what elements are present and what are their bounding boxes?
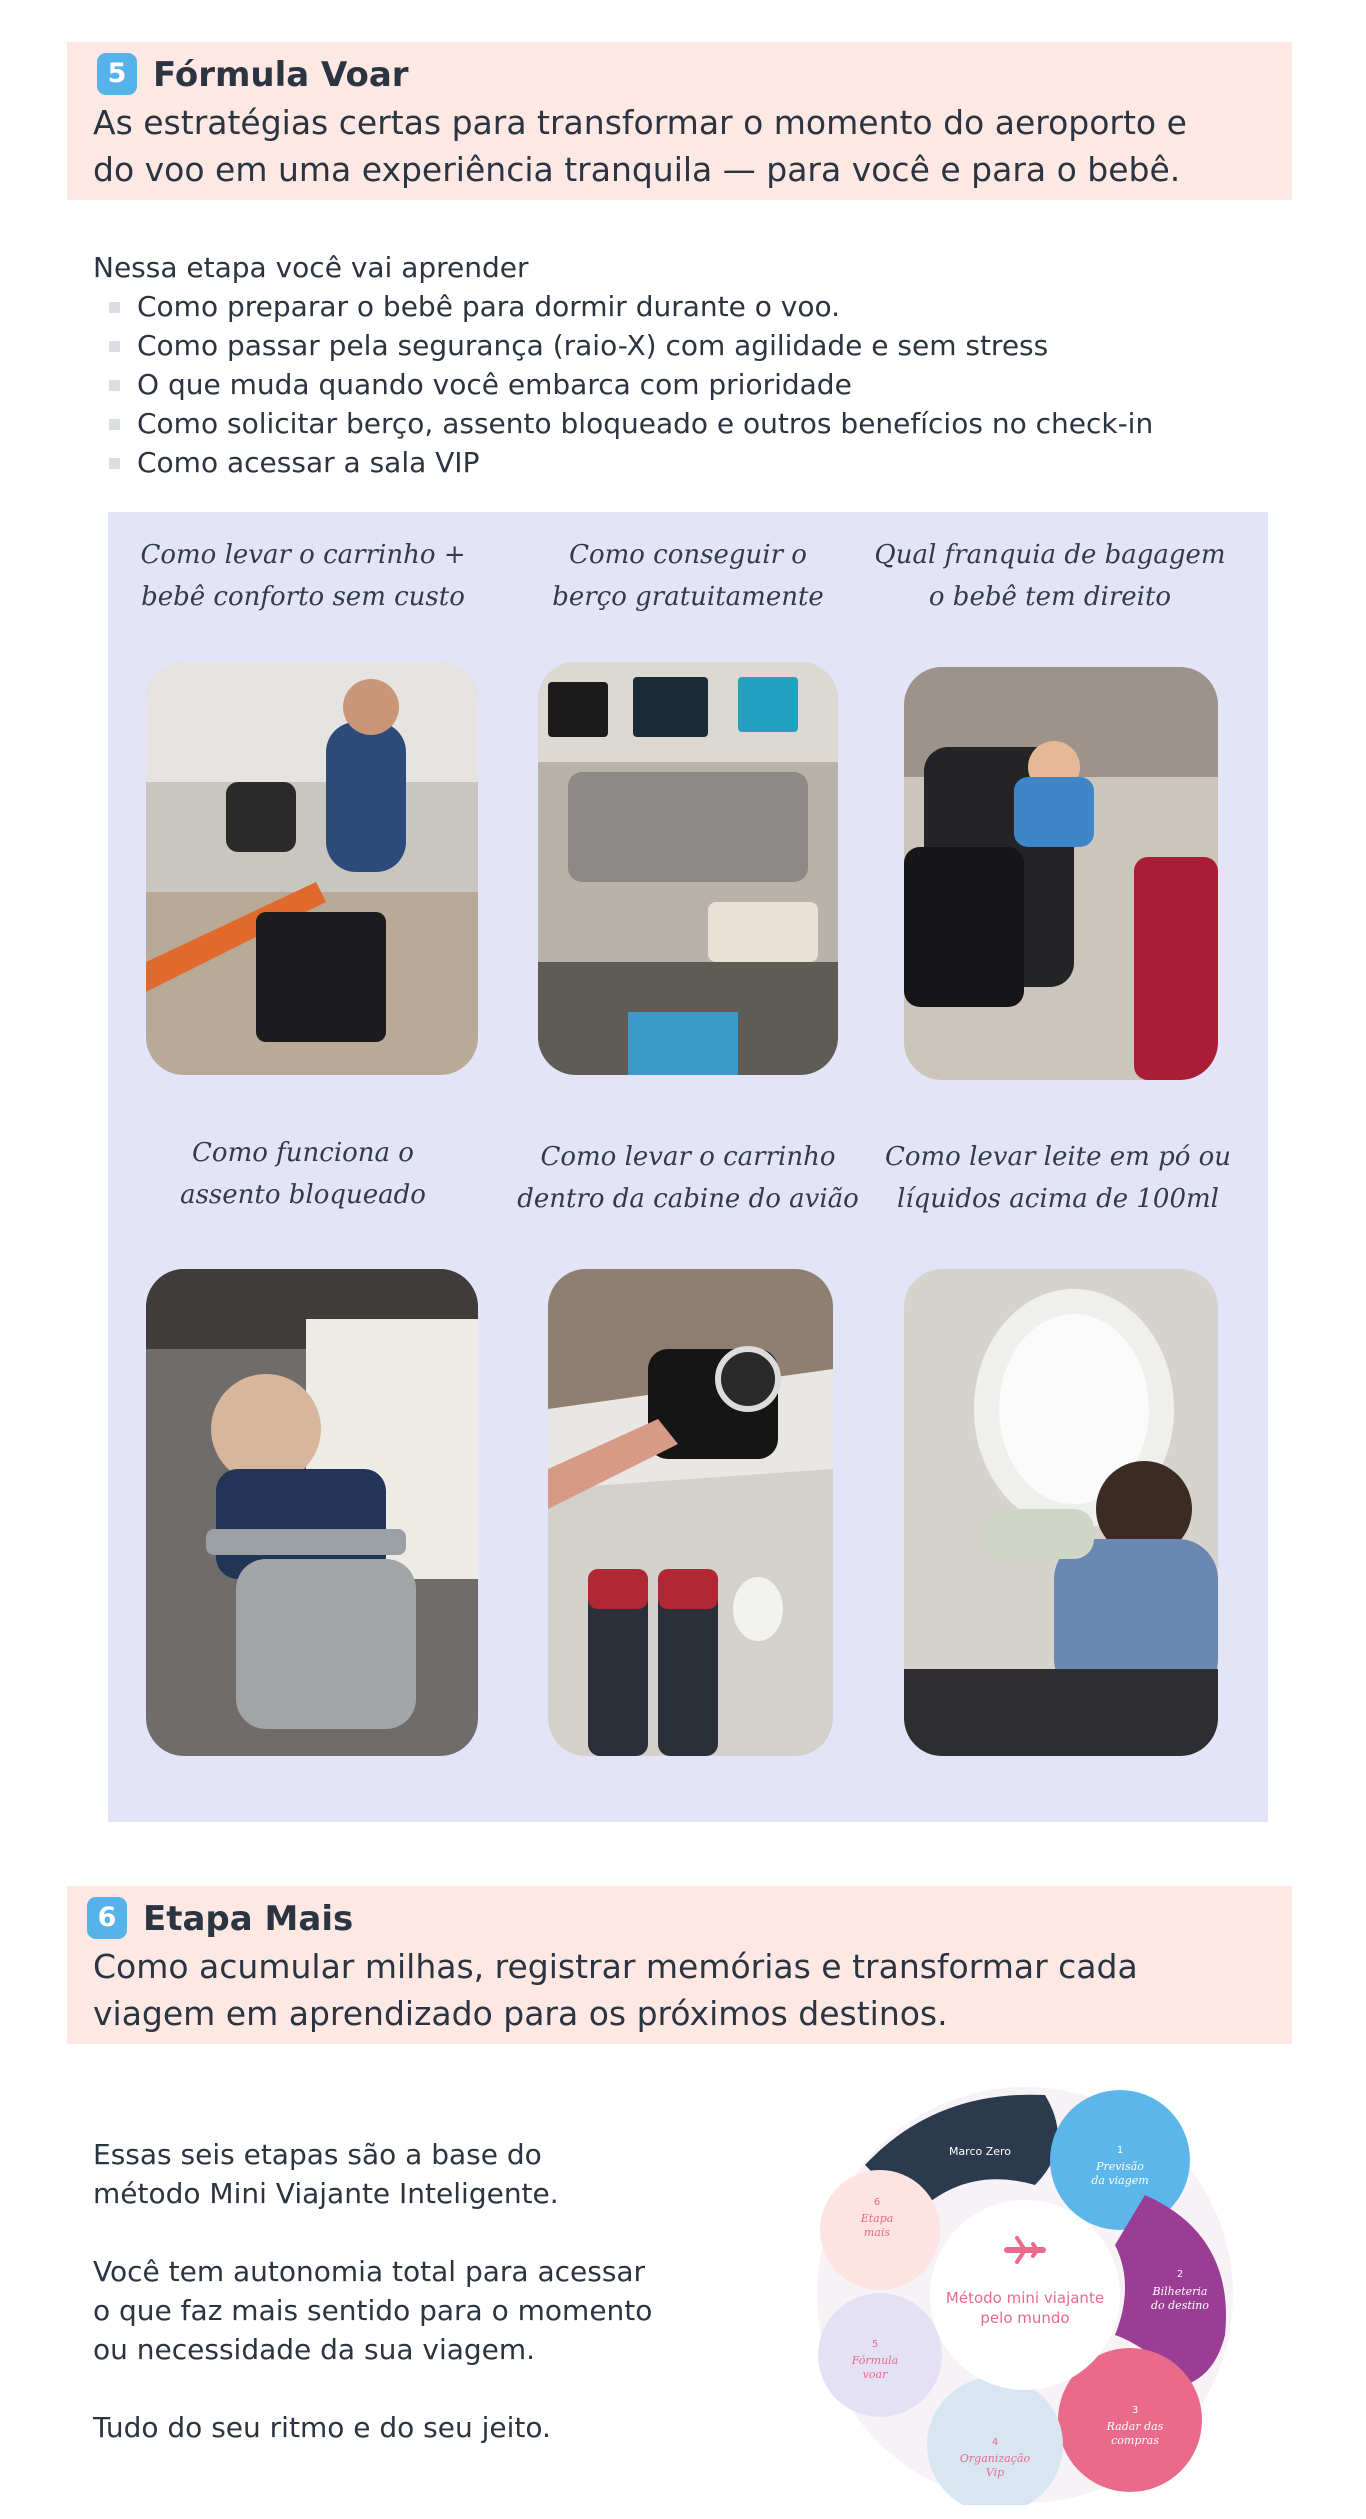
segment-label: do destino [1150,2299,1210,2312]
section-subtitle-line2: do voo em uma experiência tranquila — para você e para o bebê. [93,150,1181,189]
section-title: Etapa Mais [143,1899,354,1939]
segment-label: Marco Zero [948,2145,1012,2158]
card-caption-line: berço gratuitamente [552,582,824,612]
segment-label: Previsão [1096,2160,1144,2173]
section-subtitle-line1: Como acumular milhas, registrar memórias e transformar cada [93,1947,1138,1986]
card-caption-line: assento bloqueado [180,1180,426,1210]
outro-text [93,2135,693,2486]
outro-paragraph [93,2252,693,2369]
airplane-bassinet-photo [538,662,838,1075]
section-5-banner [67,42,1292,200]
card-caption-line: Como levar o carrinho [540,1142,836,1172]
outro-paragraph [93,2135,693,2213]
section-subtitle-line2: viagem em aprendizado para os próximos destinos. [93,1994,948,2033]
segment-label: da viagem [1091,2174,1149,2187]
wheel-center-label: Método mini viajante [945,2289,1105,2307]
segment-number: 4 [991,2437,999,2448]
step-number-badge: 6 [87,1897,127,1939]
section-6-banner [67,1886,1292,2044]
segment-label: Radar das [1106,2420,1164,2433]
list-item: Como passar pela segurança (raio-X) com agilidade e sem stress [93,326,1153,365]
card-caption-line: o bebê tem direito [928,582,1172,612]
segment-label: mais [863,2226,891,2239]
card-caption [508,534,868,618]
wheel-segment-5 [818,2293,942,2417]
baby-window-bottle-photo [904,1269,1218,1756]
section-title: Fórmula Voar [153,55,409,95]
wheel-center-label: pelo mundo [980,2309,1070,2327]
list-item: O que muda quando você embarca com prioridade [93,365,1153,404]
segment-number: 2 [1176,2269,1184,2280]
list-item: Como solicitar berço, assento bloqueado e outros benefícios no check-in [93,404,1153,443]
card-caption-line: dentro da cabine do avião [517,1184,859,1214]
card-caption-line: Qual franquia de bagagem [874,540,1226,570]
card-caption-line: Como levar o carrinho + [140,540,466,570]
baby-luggage-photo [904,667,1218,1080]
section-subtitle-line1: As estratégias certas para transformar o momento do aeroporto e [93,103,1187,142]
segment-number: 1 [1116,2145,1124,2156]
text-line: método Mini Viajante Inteligente. [93,2177,559,2210]
stroller-overhead-bin-photo [548,1269,833,1756]
method-wheel-diagram [815,2085,1235,2505]
list-item: Como preparar o bebê para dormir durante o voo. [93,287,1153,326]
segment-number: 3 [1131,2405,1139,2416]
text-line: ou necessidade da sua viagem. [93,2333,536,2366]
card-caption-line: Como levar leite em pó ou [884,1142,1232,1172]
segment-label: compras [1111,2434,1159,2447]
card-caption-line: Como funciona o [192,1138,414,1168]
segment-label: Bilheteria [1152,2285,1208,2298]
wheel-segment-6 [820,2170,940,2290]
segment-label: voar [862,2368,888,2381]
card-caption-line: Como conseguir o [569,540,807,570]
sleeping-baby-seat-photo [146,1269,478,1756]
segment-label: Organização [959,2452,1031,2465]
learning-list [93,248,1153,482]
stroller-airport-photo [146,662,478,1075]
list-item: Como acessar a sala VIP [93,443,1153,482]
learning-intro: Nessa etapa você vai aprender [93,251,529,284]
text-line: o que faz mais sentido para o momento [93,2294,653,2327]
outro-paragraph: Tudo do seu ritmo e do seu jeito. [93,2411,551,2444]
step-number-badge: 5 [97,53,137,95]
card-caption-line: bebê conforto sem custo [141,582,465,612]
segment-number: 6 [873,2197,881,2208]
text-line: Essas seis etapas são a base do [93,2138,542,2171]
text-line: Você tem autonomia total para acessar [93,2255,646,2288]
card-caption [123,1132,483,1216]
segment-label: Fórmula [851,2354,899,2367]
tips-gallery [108,512,1268,1822]
card-caption [878,1136,1238,1220]
segment-label: Etapa [860,2212,894,2225]
card-caption [870,534,1230,618]
card-caption [123,534,483,618]
segment-number: 5 [871,2339,879,2350]
card-caption [508,1136,868,1220]
segment-label: Vip [985,2466,1005,2479]
card-caption-line: líquidos acima de 100ml [897,1184,1219,1214]
